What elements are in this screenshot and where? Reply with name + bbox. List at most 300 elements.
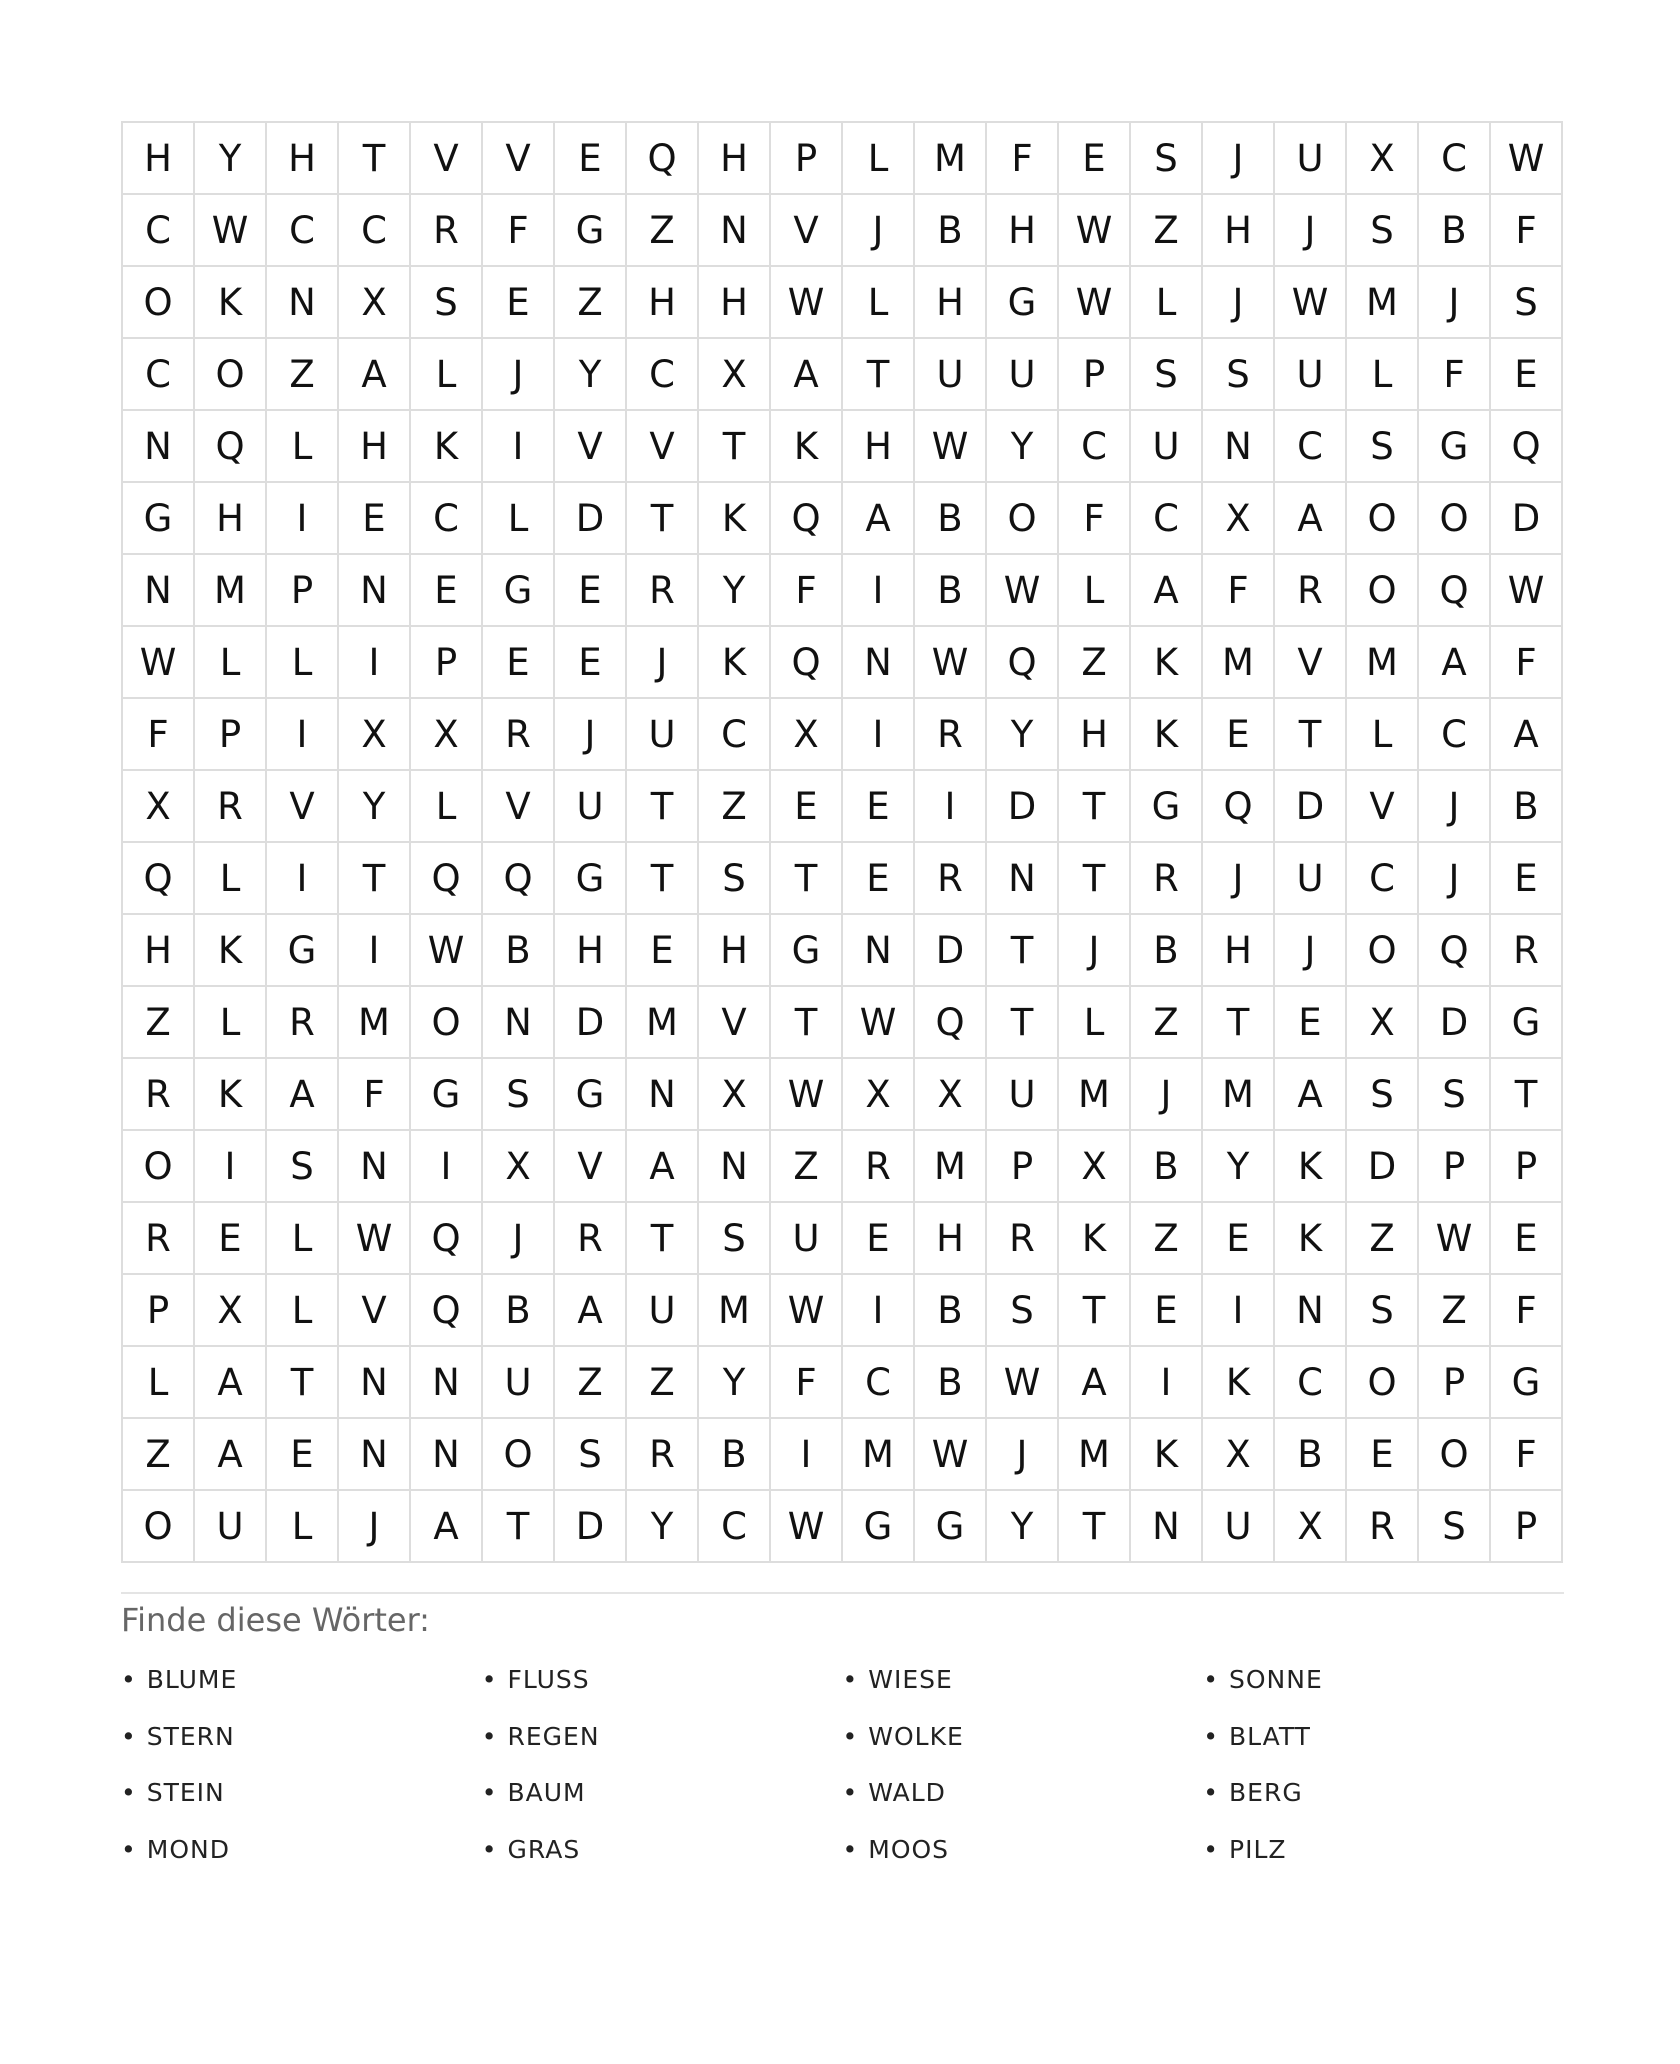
grid-cell[interactable]: W — [1059, 267, 1131, 339]
grid-cell[interactable]: K — [1131, 627, 1203, 699]
grid-cell[interactable]: N — [339, 555, 411, 627]
grid-cell[interactable]: W — [1059, 195, 1131, 267]
grid-cell[interactable]: M — [195, 555, 267, 627]
grid-cell[interactable]: S — [1347, 195, 1419, 267]
grid-cell[interactable]: Q — [483, 843, 555, 915]
grid-cell[interactable]: Y — [987, 1491, 1059, 1563]
grid-cell[interactable]: Z — [123, 987, 195, 1059]
grid-cell[interactable]: T — [339, 843, 411, 915]
grid-cell[interactable]: E — [483, 267, 555, 339]
grid-cell[interactable]: R — [1131, 843, 1203, 915]
grid-cell[interactable]: T — [267, 1347, 339, 1419]
grid-cell[interactable]: A — [339, 339, 411, 411]
grid-cell[interactable]: J — [483, 339, 555, 411]
grid-cell[interactable]: O — [411, 987, 483, 1059]
grid-cell[interactable]: T — [627, 1203, 699, 1275]
grid-cell[interactable]: O — [123, 1131, 195, 1203]
grid-cell[interactable]: M — [1203, 627, 1275, 699]
grid-cell[interactable]: B — [915, 555, 987, 627]
grid-cell[interactable]: D — [1275, 771, 1347, 843]
grid-cell[interactable]: N — [1275, 1275, 1347, 1347]
grid-cell[interactable]: S — [267, 1131, 339, 1203]
grid-cell[interactable]: H — [267, 123, 339, 195]
grid-cell[interactable]: E — [1491, 843, 1563, 915]
grid-cell[interactable]: I — [267, 483, 339, 555]
grid-cell[interactable]: J — [1059, 915, 1131, 987]
grid-cell[interactable]: F — [1059, 483, 1131, 555]
grid-cell[interactable]: V — [1275, 627, 1347, 699]
grid-cell[interactable]: H — [987, 195, 1059, 267]
grid-cell[interactable]: T — [987, 915, 1059, 987]
grid-cell[interactable]: L — [1347, 339, 1419, 411]
grid-cell[interactable]: I — [339, 915, 411, 987]
grid-cell[interactable]: T — [339, 123, 411, 195]
grid-cell[interactable]: Z — [267, 339, 339, 411]
grid-cell[interactable]: R — [267, 987, 339, 1059]
grid-cell[interactable]: F — [1491, 1275, 1563, 1347]
grid-cell[interactable]: U — [987, 339, 1059, 411]
grid-cell[interactable]: I — [843, 699, 915, 771]
grid-cell[interactable]: U — [1275, 339, 1347, 411]
grid-cell[interactable]: F — [771, 1347, 843, 1419]
grid-cell[interactable]: G — [771, 915, 843, 987]
grid-cell[interactable]: Y — [699, 555, 771, 627]
grid-cell[interactable]: L — [267, 627, 339, 699]
grid-cell[interactable]: I — [1203, 1275, 1275, 1347]
grid-cell[interactable]: E — [555, 627, 627, 699]
grid-cell[interactable]: R — [627, 555, 699, 627]
grid-cell[interactable]: H — [555, 915, 627, 987]
grid-cell[interactable]: T — [627, 843, 699, 915]
grid-cell[interactable]: H — [339, 411, 411, 483]
grid-cell[interactable]: L — [267, 1203, 339, 1275]
grid-cell[interactable]: H — [123, 915, 195, 987]
grid-cell[interactable]: T — [1059, 771, 1131, 843]
grid-cell[interactable]: D — [555, 987, 627, 1059]
grid-cell[interactable]: B — [1131, 1131, 1203, 1203]
grid-cell[interactable]: K — [771, 411, 843, 483]
grid-cell[interactable]: E — [1347, 1419, 1419, 1491]
grid-cell[interactable]: R — [1275, 555, 1347, 627]
grid-cell[interactable]: R — [483, 699, 555, 771]
grid-cell[interactable]: C — [123, 195, 195, 267]
grid-cell[interactable]: Q — [195, 411, 267, 483]
grid-cell[interactable]: N — [411, 1419, 483, 1491]
grid-cell[interactable]: M — [1059, 1059, 1131, 1131]
grid-cell[interactable]: S — [1347, 1275, 1419, 1347]
grid-cell[interactable]: U — [1275, 843, 1347, 915]
grid-cell[interactable]: F — [987, 123, 1059, 195]
grid-cell[interactable]: F — [1491, 195, 1563, 267]
grid-cell[interactable]: V — [483, 771, 555, 843]
grid-cell[interactable]: O — [1347, 1347, 1419, 1419]
grid-cell[interactable]: X — [411, 699, 483, 771]
grid-cell[interactable]: Z — [555, 1347, 627, 1419]
grid-cell[interactable]: X — [123, 771, 195, 843]
grid-cell[interactable]: Q — [771, 483, 843, 555]
grid-cell[interactable]: C — [699, 1491, 771, 1563]
grid-cell[interactable]: A — [1059, 1347, 1131, 1419]
grid-cell[interactable]: V — [339, 1275, 411, 1347]
grid-cell[interactable]: J — [1131, 1059, 1203, 1131]
grid-cell[interactable]: H — [123, 123, 195, 195]
grid-cell[interactable]: C — [1419, 123, 1491, 195]
grid-cell[interactable]: G — [555, 195, 627, 267]
grid-cell[interactable]: J — [627, 627, 699, 699]
grid-cell[interactable]: B — [1491, 771, 1563, 843]
grid-cell[interactable]: S — [411, 267, 483, 339]
grid-cell[interactable]: N — [123, 555, 195, 627]
grid-cell[interactable]: F — [123, 699, 195, 771]
grid-cell[interactable]: O — [1419, 483, 1491, 555]
grid-cell[interactable]: D — [915, 915, 987, 987]
grid-cell[interactable]: H — [1059, 699, 1131, 771]
grid-cell[interactable]: Q — [411, 843, 483, 915]
grid-cell[interactable]: R — [1491, 915, 1563, 987]
grid-cell[interactable]: H — [699, 123, 771, 195]
grid-cell[interactable]: O — [1347, 483, 1419, 555]
grid-cell[interactable]: A — [771, 339, 843, 411]
grid-cell[interactable]: U — [1131, 411, 1203, 483]
grid-cell[interactable]: Z — [1131, 195, 1203, 267]
grid-cell[interactable]: R — [123, 1203, 195, 1275]
grid-cell[interactable]: M — [1203, 1059, 1275, 1131]
grid-cell[interactable]: O — [483, 1419, 555, 1491]
grid-cell[interactable]: Y — [987, 411, 1059, 483]
grid-cell[interactable]: M — [1347, 267, 1419, 339]
grid-cell[interactable]: C — [339, 195, 411, 267]
grid-cell[interactable]: A — [627, 1131, 699, 1203]
grid-cell[interactable]: D — [987, 771, 1059, 843]
grid-cell[interactable]: V — [555, 1131, 627, 1203]
grid-cell[interactable]: O — [987, 483, 1059, 555]
grid-cell[interactable]: J — [483, 1203, 555, 1275]
grid-cell[interactable]: B — [483, 915, 555, 987]
grid-cell[interactable]: K — [1059, 1203, 1131, 1275]
grid-cell[interactable]: X — [1203, 1419, 1275, 1491]
grid-cell[interactable]: J — [843, 195, 915, 267]
grid-cell[interactable]: M — [1347, 627, 1419, 699]
grid-cell[interactable]: K — [699, 627, 771, 699]
grid-cell[interactable]: W — [771, 267, 843, 339]
grid-cell[interactable]: Q — [1203, 771, 1275, 843]
grid-cell[interactable]: Q — [987, 627, 1059, 699]
grid-cell[interactable]: F — [771, 555, 843, 627]
grid-cell[interactable]: I — [843, 1275, 915, 1347]
grid-cell[interactable]: A — [1275, 1059, 1347, 1131]
grid-cell[interactable]: W — [195, 195, 267, 267]
grid-cell[interactable]: H — [195, 483, 267, 555]
grid-cell[interactable]: K — [1203, 1347, 1275, 1419]
grid-cell[interactable]: J — [1275, 195, 1347, 267]
grid-cell[interactable]: K — [1131, 1419, 1203, 1491]
grid-cell[interactable]: G — [483, 555, 555, 627]
grid-cell[interactable]: G — [1419, 411, 1491, 483]
grid-cell[interactable]: J — [555, 699, 627, 771]
grid-cell[interactable]: R — [195, 771, 267, 843]
grid-cell[interactable]: D — [555, 1491, 627, 1563]
grid-cell[interactable]: E — [555, 123, 627, 195]
grid-cell[interactable]: B — [699, 1419, 771, 1491]
grid-cell[interactable]: B — [915, 1347, 987, 1419]
grid-cell[interactable]: L — [411, 771, 483, 843]
grid-cell[interactable]: S — [1419, 1059, 1491, 1131]
grid-cell[interactable]: L — [1059, 555, 1131, 627]
grid-cell[interactable]: N — [267, 267, 339, 339]
grid-cell[interactable]: R — [987, 1203, 1059, 1275]
grid-cell[interactable]: M — [915, 1131, 987, 1203]
grid-cell[interactable]: G — [123, 483, 195, 555]
grid-cell[interactable]: E — [843, 843, 915, 915]
grid-cell[interactable]: U — [195, 1491, 267, 1563]
grid-cell[interactable]: Z — [555, 267, 627, 339]
grid-cell[interactable]: H — [915, 267, 987, 339]
grid-cell[interactable]: F — [1419, 339, 1491, 411]
grid-cell[interactable]: Z — [699, 771, 771, 843]
grid-cell[interactable]: H — [1203, 195, 1275, 267]
grid-cell[interactable]: Y — [699, 1347, 771, 1419]
grid-cell[interactable]: M — [843, 1419, 915, 1491]
grid-cell[interactable]: X — [1059, 1131, 1131, 1203]
grid-cell[interactable]: V — [627, 411, 699, 483]
grid-cell[interactable]: I — [483, 411, 555, 483]
grid-cell[interactable]: O — [1347, 555, 1419, 627]
grid-cell[interactable]: W — [843, 987, 915, 1059]
grid-cell[interactable]: G — [843, 1491, 915, 1563]
grid-cell[interactable]: J — [1275, 915, 1347, 987]
grid-cell[interactable]: E — [483, 627, 555, 699]
grid-cell[interactable]: T — [483, 1491, 555, 1563]
grid-cell[interactable]: C — [1419, 699, 1491, 771]
grid-cell[interactable]: A — [555, 1275, 627, 1347]
grid-cell[interactable]: G — [411, 1059, 483, 1131]
grid-cell[interactable]: F — [339, 1059, 411, 1131]
grid-cell[interactable]: G — [555, 1059, 627, 1131]
grid-cell[interactable]: I — [1131, 1347, 1203, 1419]
grid-cell[interactable]: G — [987, 267, 1059, 339]
grid-cell[interactable]: V — [411, 123, 483, 195]
grid-cell[interactable]: U — [771, 1203, 843, 1275]
grid-cell[interactable]: X — [771, 699, 843, 771]
grid-cell[interactable]: D — [1419, 987, 1491, 1059]
grid-cell[interactable]: X — [1203, 483, 1275, 555]
grid-cell[interactable]: S — [1203, 339, 1275, 411]
grid-cell[interactable]: B — [1275, 1419, 1347, 1491]
grid-cell[interactable]: G — [267, 915, 339, 987]
grid-cell[interactable]: A — [1131, 555, 1203, 627]
grid-cell[interactable]: V — [1347, 771, 1419, 843]
grid-cell[interactable]: R — [123, 1059, 195, 1131]
grid-cell[interactable]: X — [1347, 123, 1419, 195]
grid-cell[interactable]: W — [915, 411, 987, 483]
grid-cell[interactable]: S — [1131, 123, 1203, 195]
grid-cell[interactable]: L — [267, 411, 339, 483]
grid-cell[interactable]: C — [699, 699, 771, 771]
grid-cell[interactable]: L — [267, 1491, 339, 1563]
grid-cell[interactable]: P — [771, 123, 843, 195]
grid-cell[interactable]: I — [195, 1131, 267, 1203]
grid-cell[interactable]: U — [627, 699, 699, 771]
grid-cell[interactable]: C — [843, 1347, 915, 1419]
grid-cell[interactable]: B — [915, 483, 987, 555]
grid-cell[interactable]: L — [267, 1275, 339, 1347]
grid-cell[interactable]: V — [699, 987, 771, 1059]
grid-cell[interactable]: A — [195, 1347, 267, 1419]
grid-cell[interactable]: S — [1347, 411, 1419, 483]
grid-cell[interactable]: R — [915, 699, 987, 771]
grid-cell[interactable]: P — [1419, 1131, 1491, 1203]
grid-cell[interactable]: T — [1275, 699, 1347, 771]
grid-cell[interactable]: E — [1203, 699, 1275, 771]
grid-cell[interactable]: M — [915, 123, 987, 195]
grid-cell[interactable]: C — [1275, 1347, 1347, 1419]
grid-cell[interactable]: S — [555, 1419, 627, 1491]
grid-cell[interactable]: E — [555, 555, 627, 627]
grid-cell[interactable]: E — [771, 771, 843, 843]
grid-cell[interactable]: T — [1203, 987, 1275, 1059]
grid-cell[interactable]: Q — [1419, 915, 1491, 987]
grid-cell[interactable]: X — [915, 1059, 987, 1131]
grid-cell[interactable]: E — [1059, 123, 1131, 195]
grid-cell[interactable]: E — [1275, 987, 1347, 1059]
grid-cell[interactable]: G — [1491, 1347, 1563, 1419]
grid-cell[interactable]: T — [1059, 1491, 1131, 1563]
grid-cell[interactable]: W — [411, 915, 483, 987]
grid-cell[interactable]: P — [195, 699, 267, 771]
grid-cell[interactable]: R — [1347, 1491, 1419, 1563]
grid-cell[interactable]: K — [699, 483, 771, 555]
grid-cell[interactable]: Y — [195, 123, 267, 195]
grid-cell[interactable]: U — [555, 771, 627, 843]
grid-cell[interactable]: L — [411, 339, 483, 411]
grid-cell[interactable]: U — [1203, 1491, 1275, 1563]
grid-cell[interactable]: V — [267, 771, 339, 843]
grid-cell[interactable]: B — [483, 1275, 555, 1347]
grid-cell[interactable]: K — [1131, 699, 1203, 771]
grid-cell[interactable]: N — [123, 411, 195, 483]
grid-cell[interactable]: W — [915, 1419, 987, 1491]
grid-cell[interactable]: S — [987, 1275, 1059, 1347]
grid-cell[interactable]: T — [1059, 1275, 1131, 1347]
grid-cell[interactable]: X — [1347, 987, 1419, 1059]
grid-cell[interactable]: N — [411, 1347, 483, 1419]
grid-cell[interactable]: S — [699, 1203, 771, 1275]
grid-cell[interactable]: T — [771, 987, 843, 1059]
grid-cell[interactable]: N — [987, 843, 1059, 915]
grid-cell[interactable]: A — [843, 483, 915, 555]
grid-cell[interactable]: V — [483, 123, 555, 195]
grid-cell[interactable]: O — [1419, 1419, 1491, 1491]
grid-cell[interactable]: D — [1347, 1131, 1419, 1203]
grid-cell[interactable]: E — [1491, 339, 1563, 411]
grid-cell[interactable]: E — [1131, 1275, 1203, 1347]
grid-cell[interactable]: R — [555, 1203, 627, 1275]
grid-cell[interactable]: I — [411, 1131, 483, 1203]
grid-cell[interactable]: U — [915, 339, 987, 411]
grid-cell[interactable]: U — [627, 1275, 699, 1347]
grid-cell[interactable]: L — [195, 627, 267, 699]
grid-cell[interactable]: J — [1419, 843, 1491, 915]
grid-cell[interactable]: A — [1491, 699, 1563, 771]
grid-cell[interactable]: A — [1275, 483, 1347, 555]
grid-cell[interactable]: Y — [339, 771, 411, 843]
grid-cell[interactable]: Y — [627, 1491, 699, 1563]
grid-cell[interactable]: C — [267, 195, 339, 267]
grid-cell[interactable]: Z — [1419, 1275, 1491, 1347]
grid-cell[interactable]: J — [1203, 267, 1275, 339]
grid-cell[interactable]: X — [195, 1275, 267, 1347]
grid-cell[interactable]: J — [339, 1491, 411, 1563]
grid-cell[interactable]: A — [267, 1059, 339, 1131]
grid-cell[interactable]: W — [771, 1059, 843, 1131]
grid-cell[interactable]: P — [987, 1131, 1059, 1203]
grid-cell[interactable]: E — [1203, 1203, 1275, 1275]
grid-cell[interactable]: W — [1491, 123, 1563, 195]
grid-cell[interactable]: W — [771, 1491, 843, 1563]
grid-cell[interactable]: H — [699, 267, 771, 339]
grid-cell[interactable]: X — [843, 1059, 915, 1131]
grid-cell[interactable]: S — [483, 1059, 555, 1131]
grid-cell[interactable]: N — [627, 1059, 699, 1131]
grid-cell[interactable]: K — [195, 267, 267, 339]
grid-cell[interactable]: Q — [771, 627, 843, 699]
grid-cell[interactable]: I — [339, 627, 411, 699]
grid-cell[interactable]: T — [699, 411, 771, 483]
grid-cell[interactable]: H — [843, 411, 915, 483]
grid-cell[interactable]: X — [699, 339, 771, 411]
grid-cell[interactable]: O — [1347, 915, 1419, 987]
grid-cell[interactable]: I — [267, 843, 339, 915]
grid-cell[interactable]: A — [411, 1491, 483, 1563]
grid-cell[interactable]: D — [1491, 483, 1563, 555]
grid-cell[interactable]: O — [123, 1491, 195, 1563]
grid-cell[interactable]: L — [1059, 987, 1131, 1059]
grid-cell[interactable]: F — [1491, 627, 1563, 699]
grid-cell[interactable]: C — [411, 483, 483, 555]
grid-cell[interactable]: Q — [1491, 411, 1563, 483]
grid-cell[interactable]: L — [843, 267, 915, 339]
grid-cell[interactable]: J — [1203, 123, 1275, 195]
grid-cell[interactable]: P — [267, 555, 339, 627]
grid-cell[interactable]: T — [771, 843, 843, 915]
grid-cell[interactable]: L — [195, 843, 267, 915]
grid-cell[interactable]: R — [627, 1419, 699, 1491]
grid-cell[interactable]: T — [1491, 1059, 1563, 1131]
grid-cell[interactable]: W — [1419, 1203, 1491, 1275]
grid-cell[interactable]: B — [915, 195, 987, 267]
grid-cell[interactable]: L — [843, 123, 915, 195]
grid-cell[interactable]: U — [483, 1347, 555, 1419]
grid-cell[interactable]: I — [915, 771, 987, 843]
grid-cell[interactable]: N — [339, 1131, 411, 1203]
grid-cell[interactable]: K — [1275, 1203, 1347, 1275]
grid-cell[interactable]: E — [843, 771, 915, 843]
grid-cell[interactable]: T — [843, 339, 915, 411]
grid-cell[interactable]: N — [339, 1419, 411, 1491]
grid-cell[interactable]: S — [1131, 339, 1203, 411]
grid-cell[interactable]: I — [771, 1419, 843, 1491]
grid-cell[interactable]: C — [1275, 411, 1347, 483]
grid-cell[interactable]: C — [1131, 483, 1203, 555]
grid-cell[interactable]: W — [987, 555, 1059, 627]
grid-cell[interactable]: P — [1491, 1131, 1563, 1203]
grid-cell[interactable]: T — [987, 987, 1059, 1059]
grid-cell[interactable]: M — [339, 987, 411, 1059]
grid-cell[interactable]: B — [1131, 915, 1203, 987]
grid-cell[interactable]: N — [699, 195, 771, 267]
grid-cell[interactable]: P — [1059, 339, 1131, 411]
grid-cell[interactable]: W — [339, 1203, 411, 1275]
